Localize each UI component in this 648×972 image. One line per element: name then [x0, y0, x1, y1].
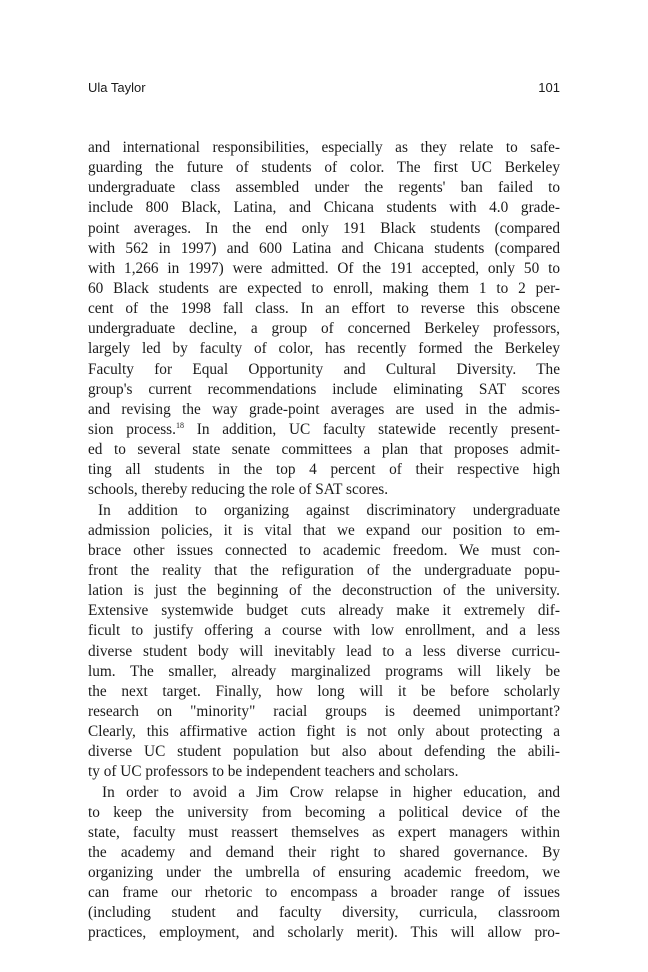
- text-line: diverse student body will inevitably lead to a less diverse curricu-: [88, 642, 560, 660]
- text-line: lation is just the beginning of the deconstruction of the university.: [88, 582, 560, 600]
- line-text: sion process.: [88, 420, 176, 438]
- text-line: diverse UC student population but also about defending the abili-: [88, 743, 560, 761]
- text-line: lum. The smaller, already marginalized programs will likely be: [88, 662, 560, 680]
- paragraph: [88, 138, 560, 501]
- text-line: include 800 Black, Latina, and Chicana students with 4.0 grade-: [88, 199, 560, 217]
- running-head: [88, 78, 560, 98]
- text-line: guarding the future of students of color. The first UC Berkeley: [88, 159, 560, 177]
- text-line: Faculty for Equal Opportunity and Cultural Diversity. The: [88, 360, 560, 378]
- text-line: organizing under the umbrella of ensuring academic freedom, we: [88, 864, 560, 882]
- text-line: schools, thereby reducing the role of SAT scores.: [88, 481, 389, 499]
- text-line: ed to several state senate committees a plan that proposes admit-: [88, 441, 560, 459]
- text-line: the academy and demand their right to shared governance. By: [88, 843, 560, 861]
- text-line: Clearly, this affirmative action fight is not only about protecting a: [88, 723, 560, 741]
- text-line: Extensive systemwide budget cuts already make it extremely dif-: [88, 602, 560, 620]
- line-text: In addition, UC faculty statewide recently present-: [183, 420, 560, 438]
- text-line: front the reality that the refiguration of the undergraduate popu-: [88, 561, 560, 579]
- paragraph: [88, 783, 560, 944]
- text-line: largely led by faculty of color, has recently formed the Berkeley: [88, 340, 560, 358]
- text-line: undergraduate decline, a group of concerned Berkeley professors,: [88, 320, 560, 338]
- text-line: ficult to justify offering a course with low enrollment, and a less: [88, 622, 560, 640]
- text-line: research on "minority" racial groups is deemed unimportant?: [88, 702, 560, 720]
- footnote-ref: 18: [175, 420, 184, 430]
- page-number: 101: [538, 80, 560, 95]
- text-line: practices, employment, and scholarly merit). This will allow pro-: [88, 924, 560, 942]
- text-line: (including student and faculty diversity, curricula, classroom: [88, 904, 560, 922]
- text-line: the next target. Finally, how long will it be before scholarly: [88, 682, 560, 700]
- text-line: undergraduate class assembled under the regents' ban failed to: [88, 179, 560, 197]
- text-line: In order to avoid a Jim Crow relapse in higher education, and: [102, 783, 560, 801]
- text-line: state, faculty must reassert themselves as expert managers within: [88, 823, 560, 841]
- text-line: and international responsibilities, especially as they relate to safe-: [88, 139, 560, 156]
- text-line: brace other issues connected to academic freedom. We must con-: [88, 541, 560, 559]
- text-line: with 1,266 in 1997) were admitted. Of the 191 accepted, only 50 to: [88, 259, 560, 277]
- text-line: In addition to organizing against discriminatory undergraduate: [98, 501, 560, 519]
- text-line: ting all students in the top 4 percent of their respective high: [88, 461, 560, 479]
- text-line: cent of the 1998 fall class. In an effort to reverse this obscene: [88, 300, 560, 318]
- paragraph: [88, 501, 560, 783]
- text-line: with 562 in 1997) and 600 Latina and Chicana students (compared: [88, 239, 560, 257]
- text-line: ty of UC professors to be independent teachers and scholars.: [88, 763, 459, 781]
- text-line: and revising the way grade-point averages are used in the admis-: [88, 400, 560, 418]
- body-text: [88, 138, 560, 944]
- running-head-author: Ula Taylor: [88, 80, 146, 95]
- text-line: 60 Black students are expected to enroll, making them 1 to 2 per-: [88, 279, 560, 297]
- text-line: group's current recommendations include eliminating SAT scores: [88, 380, 560, 398]
- text-line: point averages. In the end only 191 Black students (compared: [88, 219, 560, 237]
- text-line-with-footnote: [88, 420, 560, 440]
- text-line: can frame our rhetoric to encompass a broader range of issues: [88, 884, 560, 902]
- text-line: admission policies, it is vital that we expand our position to em-: [88, 521, 560, 539]
- text-line: to keep the university from becoming a political device of the: [88, 803, 560, 821]
